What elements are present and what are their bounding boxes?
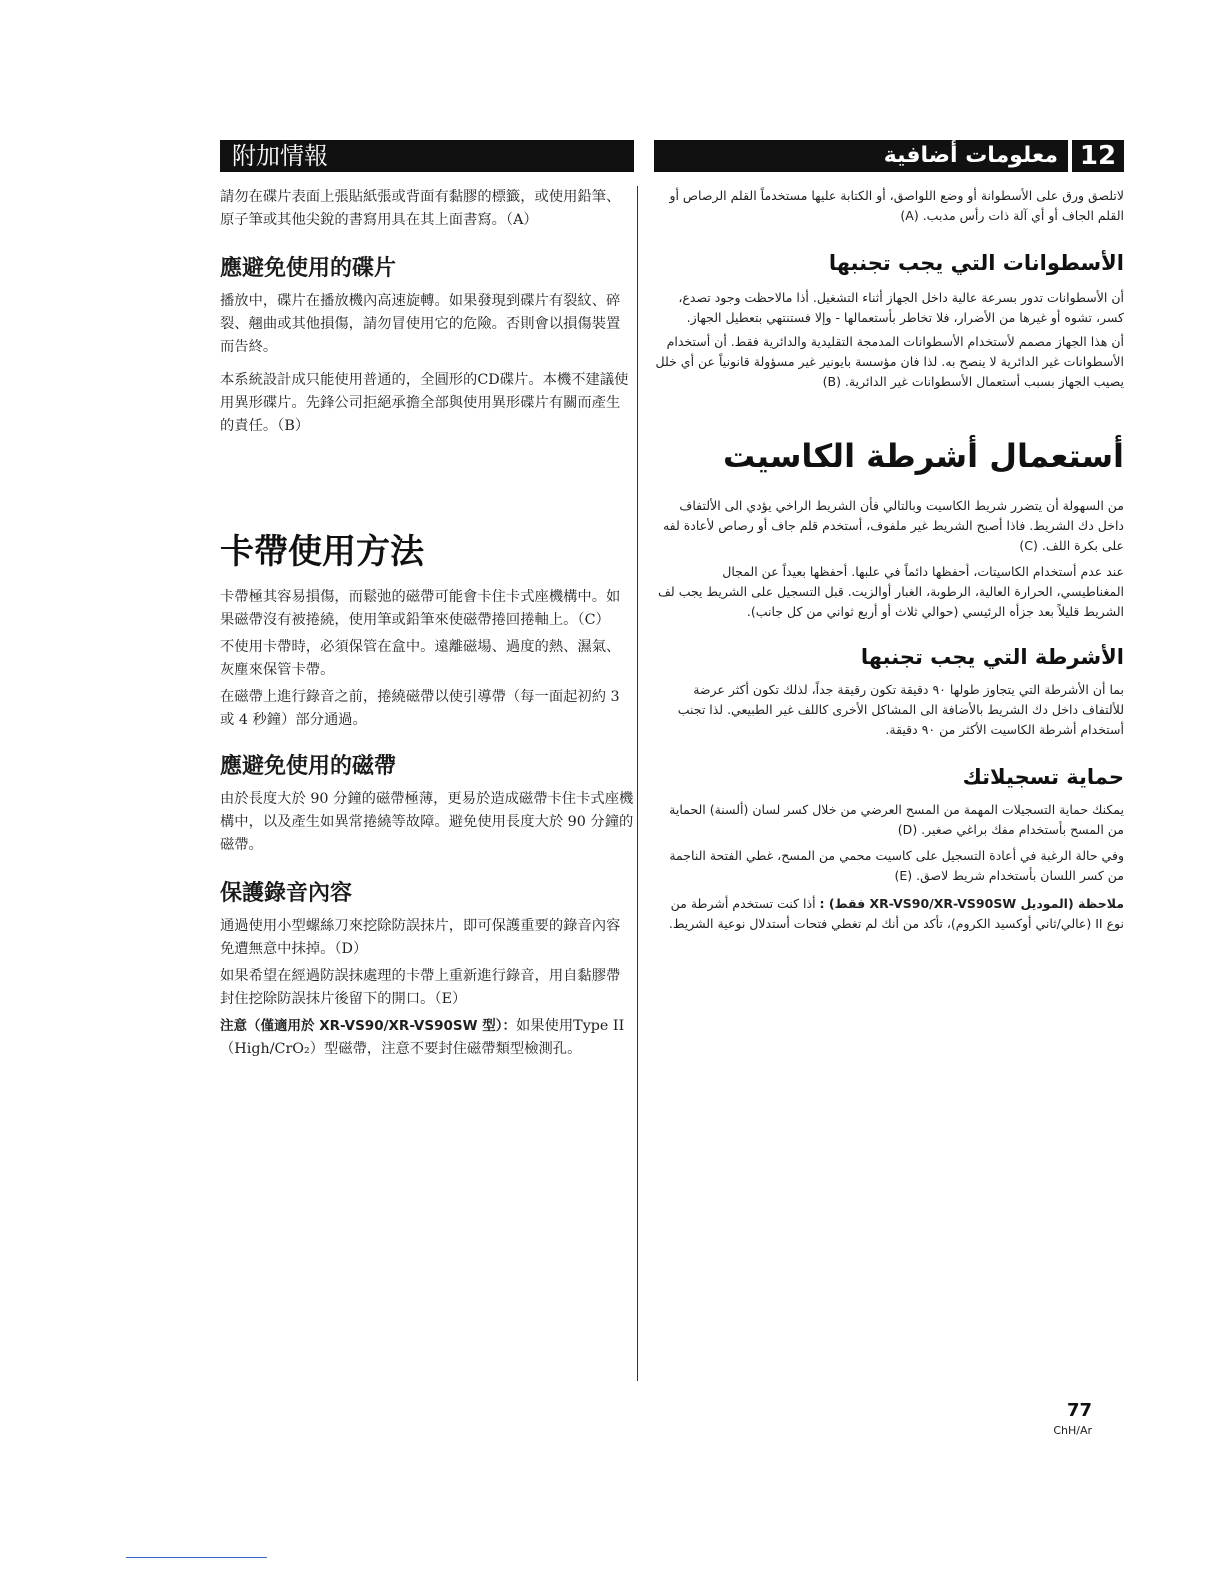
language-code: ChH/Ar [1053,1424,1092,1437]
arabic-column [654,140,1124,934]
protect-note-zh [220,1015,634,1061]
protect-p1-zh: 通過使用小型螺絲刀來挖除防誤抹片，即可保護重要的錄音內容免遭無意中抹掉。（D） [220,918,621,957]
heading-protect-zh: 保護錄音內容 [220,881,353,906]
heading-avoid-discs-zh: 應避免使用的碟片 [220,256,397,281]
intro-text-ar: لاتلصق ورق على الأسطوانة أو وضع اللواصق، أو الكتابة عليها مستخدماً القلم الرصاص أو القلم الجاف أو أي آلة ذات رأس مدبب. (A) [669,188,1124,223]
avoid-discs-p1-zh: 播放中，碟片在播放機內高速旋轉。如果發現到碟片有裂紋、碎裂、翹曲或其他損傷，請勿冒使用它的危險。否則會以損傷裝置而告終。 [220,293,621,355]
section-header-zh: 附加情報 [220,140,634,172]
section-title-ar: معلومات أضافية [654,140,1068,172]
avoid-discs-p1-ar: أن الأسطوانات تدور بسرعة عالية داخل الجهاز أثناء التشغيل. أذا مالاحظت وجود تصدع، كسر، تشوه أو غيرها من الأضرار، فلا تخاطر بأستعمالها - وإلا فستنتهي بتعطيل الجهاز. [678,290,1124,325]
page-number: 77 [1066,1400,1092,1421]
protect-p2-ar: وفي حالة الرغبة في أعادة التسجيل على كاسيت محمي من المسح، غطي الفتحة الناجمة من كسر اللسان بأستخدام شريط لاصق. (E) [669,848,1124,883]
protect-p1-ar: يمكنك حماية التسجيلات المهمة من المسح العرضي من خلال كسر لسان (ألسنة) الحماية من المسح بأستخدام مفك براغي صغير. (D) [669,802,1124,837]
heading-tape-usage-zh: 卡帶使用方法 [220,532,424,572]
avoid-tapes-p1-ar: بما أن الأشرطة التي يتجاوز طولها ٩٠ دقيقة تكون رقيقة جداً، لذلك تكون أكثر عرضة للألتفاف داخل دك الشريط بالأضافة الى المشاكل الأخرى كاللف غير الطبيعي. لذا تجنب أستخدام أشرطة الكاسيت الأكثر من ٩٠ دقيقة. [677,682,1124,737]
chapter-number-badge: 12 [1072,140,1124,172]
tape-usage-p2-ar: عند عدم أستخدام الكاسيتات، أحفظها دائماً في علبها. أحفظها بعيداً عن المجال المغناطيسي، الحرارة العالية، الرطوبة، الغبار أوالزيت. قبل التسجيل على الشريط يجب لف الشريط قليلاً بعد جزأه الرئيسي (حوالي ثلاث أو أربع ثواني من كل جانب). [657,564,1124,619]
heading-avoid-discs-ar: الأسطوانات التي يجب تجنبها [828,251,1124,275]
section-header-ar [654,140,1124,172]
tape-usage-p2-zh: 不使用卡帶時，必須保管在盒中。遠離磁場、過度的熱、濕氣、灰塵來保管卡帶。 [220,639,621,678]
heading-tape-usage-ar: أستعمال أشرطة الكاسيت [723,437,1124,475]
note-text-ar: أذا كنت تستخدم أشرطة من نوع II (عالي/ثاني أوكسيد الكروم)، تأكد من أنك لم تغطي فتحات أستدلال نوعية الشريط. [668,896,1124,931]
avoid-discs-p2-zh: 本系統設計成只能使用普通的，全圓形的CD碟片。本機不建議使用異形碟片。先鋒公司拒絕承擔全部與使用異形碟片有關而產生的責任。（B） [220,372,629,434]
tape-usage-p1-zh: 卡帶極其容易損傷，而鬆弛的磁帶可能會卡住卡式座機構中。如果磁帶沒有被捲繞，使用筆或鉛筆來使磁帶捲回捲軸上。（C） [220,589,621,628]
footer-rule [126,1557,267,1558]
note-label-zh: 注意（僅適用於 XR-VS90/XR-VS90SW 型）： [220,1018,516,1034]
heading-protect-ar: حماية تسجيلاتك [962,765,1124,789]
protect-note-ar [654,894,1124,934]
intro-text-zh: 請勿在碟片表面上張貼紙張或背面有黏膠的標籤，或使用鉛筆、原子筆或其他尖銳的書寫用具在其上面書寫。（A） [220,189,621,228]
column-divider [637,186,638,1381]
note-text-zh: 如果使用Type II（High/CrO₂）型磁帶，注意不要封住磁帶類型檢測孔。 [220,1018,625,1057]
heading-avoid-tapes-ar: الأشرطة التي يجب تجنبها [860,645,1124,669]
avoid-discs-p2-ar: أن هذا الجهاز مصمم لأستخدام الأسطوانات المدمجة التقليدية والدائرية فقط. أن أستخدام الأسطوانات غير الدائرية لا ينصح به. لذا فان مؤسسة بايونير غير مسؤولة قانونياً عن أي خلل يصيب الجهاز بسبب أستعمال الأسطوانات غير الدائرية. (B) [655,334,1124,389]
tape-usage-p3-zh: 在磁帶上進行錄音之前，捲繞磁帶以使引導帶（每一面起初約 3 或 4 秒鐘）部分通過。 [220,689,620,728]
tape-usage-p1-ar: من السهولة أن يتضرر شريط الكاسيت وبالتالي فأن الشريط الراخي يؤدي الى الألتفاف داخل دك الشريط. فاذا أصبح الشريط غير ملفوف، أستخدم قلم جاف أو رصاص لأعادة لفه على بكرة اللف. (C) [662,498,1124,553]
avoid-tapes-p1-zh: 由於長度大於 90 分鐘的磁帶極薄，更易於造成磁帶卡住卡式座機構中，以及產生如異常捲繞等故障。避免使用長度大於 90 分鐘的磁帶。 [220,791,634,853]
heading-avoid-tapes-zh: 應避免使用的磁帶 [220,754,397,779]
chinese-column [220,140,634,1061]
note-label-ar: ملاحظة (الموديل XR-VS90/XR-VS90SW فقط) : [819,896,1124,911]
protect-p2-zh: 如果希望在經過防誤抹處理的卡帶上重新進行錄音，用自黏膠帶封住挖除防誤抹片後留下的開口。（E） [220,968,621,1007]
